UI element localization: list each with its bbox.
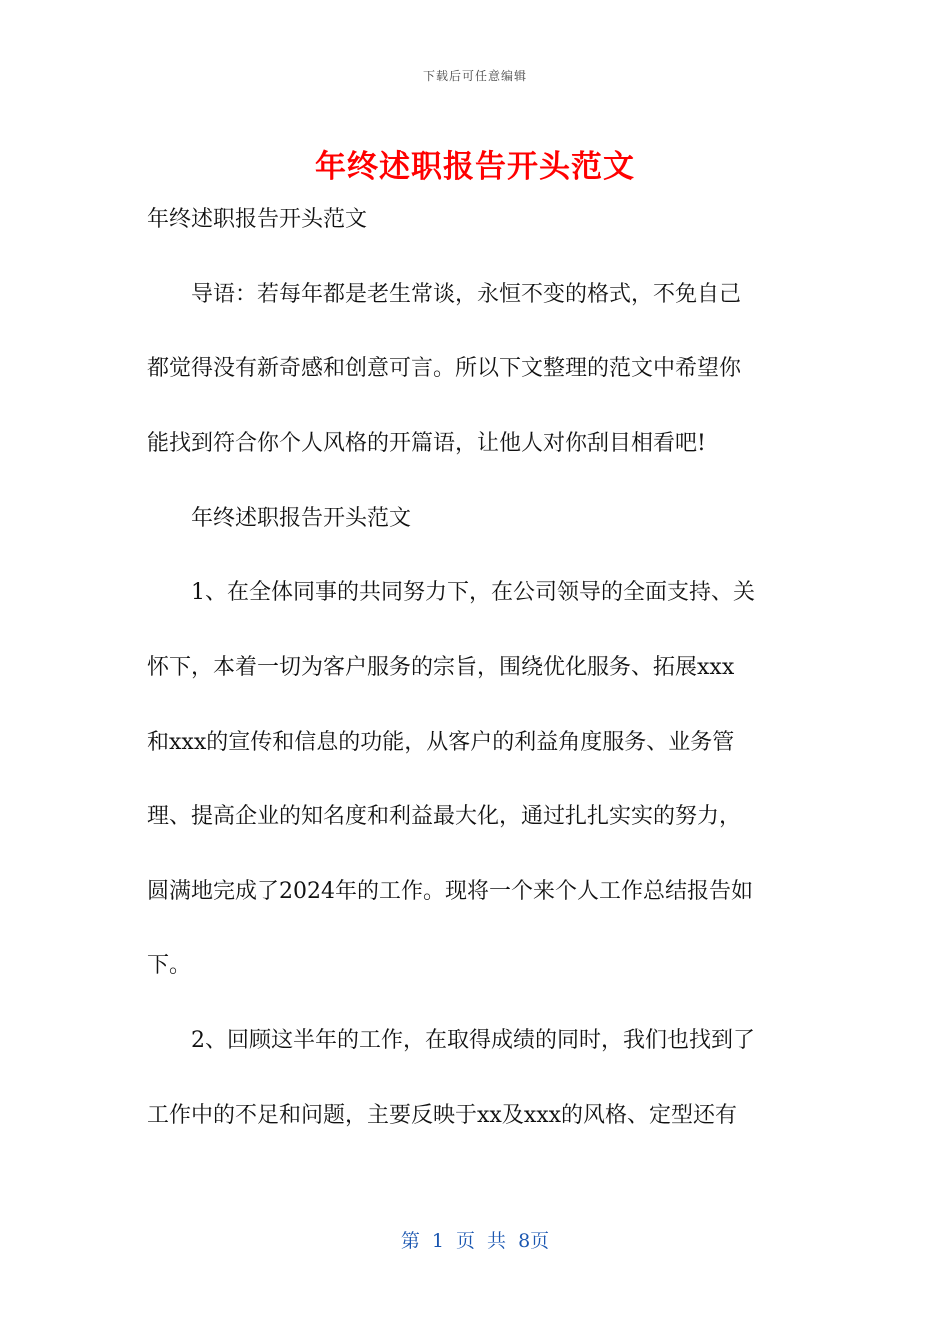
- body-line: 和xxx的宣传和信息的功能，从客户的利益角度服务、业务管: [147, 730, 735, 755]
- body-line: 都觉得没有新奇感和创意可言。所以下文整理的范文中希望你: [147, 356, 742, 381]
- body-line: 1、在全体同事的共同努力下，在公司领导的全面支持、关: [191, 580, 755, 605]
- body-line: 工作中的不足和问题，主要反映于xx及xxx的风格、定型还有: [147, 1103, 738, 1128]
- body-line: 导语：若每年都是老生常谈，永恒不变的格式，不免自己: [191, 282, 742, 307]
- page-number-footer: 第 1 页 共 8页: [400, 1230, 550, 1252]
- document-title: 年终述职报告开头范文: [315, 149, 635, 185]
- body-line: 圆满地完成了2024年的工作。现将一个来个人工作总结报告如: [147, 879, 753, 904]
- body-line: 年终述职报告开头范文: [147, 207, 368, 232]
- body-line: 理、提高企业的知名度和利益最大化，通过扎扎实实的努力，: [147, 804, 742, 829]
- header-note: 下载后可任意编辑: [422, 69, 527, 83]
- body-line: 2、回顾这半年的工作，在取得成绩的同时，我们也找到了: [191, 1028, 755, 1053]
- body-line: 年终述职报告开头范文: [191, 506, 412, 531]
- body-line: 怀下，本着一切为客户服务的宗旨，围绕优化服务、拓展xxx: [147, 655, 735, 680]
- body-line: 能找到符合你个人风格的开篇语，让他人对你刮目相看吧!: [147, 431, 706, 456]
- body-line: 下。: [147, 953, 192, 978]
